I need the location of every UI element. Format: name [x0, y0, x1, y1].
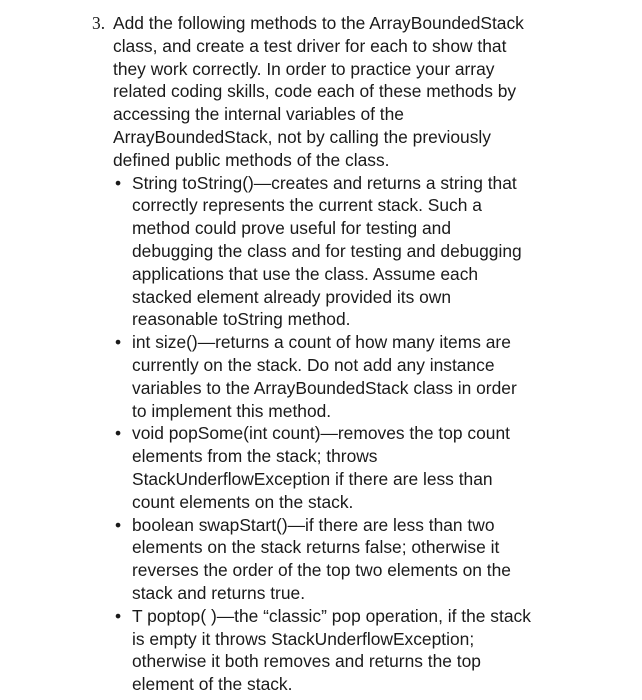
method-line: count elements on the stack.	[132, 491, 354, 512]
method-line: otherwise it both removes and returns the top	[132, 651, 481, 672]
method-line: String toString()—creates and returns a string that	[132, 172, 517, 193]
method-list	[113, 172, 632, 696]
method-line: currently on the stack. Do not add any instance	[132, 354, 495, 375]
bullet-icon: •	[115, 332, 122, 353]
problem-intro	[113, 12, 632, 172]
method-line: int size()—returns a count of how many items are	[132, 332, 511, 353]
method-item-poptop	[113, 605, 632, 696]
problem-3	[92, 12, 632, 696]
bullet-icon: •	[115, 423, 122, 444]
method-line: to implement this method.	[132, 400, 332, 421]
method-line: applications that use the class. Assume each	[132, 263, 479, 284]
document-page	[92, 12, 632, 696]
method-line: variables to the ArrayBoundedStack class in order	[132, 377, 517, 398]
method-line: method could prove useful for testing and	[132, 218, 452, 239]
intro-line: related coding skills, code each of these methods by	[113, 81, 517, 102]
bullet-icon: •	[115, 172, 122, 193]
bullet-icon: •	[115, 514, 122, 535]
intro-line: defined public methods of the class.	[113, 149, 390, 170]
method-line: is empty it throws StackUnderflowException;	[132, 628, 475, 649]
method-item-size	[113, 331, 632, 422]
method-line: boolean swapStart()—if there are less than two	[132, 514, 495, 535]
intro-line: class, and create a test driver for each to show that	[113, 35, 507, 56]
method-line: debugging the class and for testing and debugging	[132, 240, 522, 261]
method-item-popsome	[113, 422, 632, 513]
intro-line: ArrayBoundedStack, not by calling the previously	[113, 126, 491, 147]
method-line: element of the stack.	[132, 674, 293, 695]
problem-number: 3.	[92, 13, 106, 33]
intro-line: they work correctly. In order to practice your array	[113, 58, 495, 79]
method-line: elements on the stack returns false; otherwise it	[132, 537, 500, 558]
method-line: elements from the stack; throws	[132, 446, 378, 467]
method-line: StackUnderflowException if there are less than	[132, 468, 493, 489]
method-item-swapstart	[113, 514, 632, 605]
bullet-icon: •	[115, 605, 122, 626]
intro-line: accessing the internal variables of the	[113, 104, 404, 125]
method-line: T poptop( )—the “classic” pop operation, if the stack	[132, 605, 531, 626]
method-item-tostring	[113, 172, 632, 332]
method-line: reverses the order of the top two elements on the	[132, 560, 511, 581]
method-line: stack and returns true.	[132, 582, 306, 603]
method-line: reasonable toString method.	[132, 309, 351, 330]
method-line: void popSome(int count)—removes the top count	[132, 423, 510, 444]
intro-line: Add the following methods to the ArrayBoundedStack	[113, 13, 524, 33]
method-line: stacked element already provided its own	[132, 286, 452, 307]
method-line: correctly represents the current stack. Such a	[132, 195, 482, 216]
